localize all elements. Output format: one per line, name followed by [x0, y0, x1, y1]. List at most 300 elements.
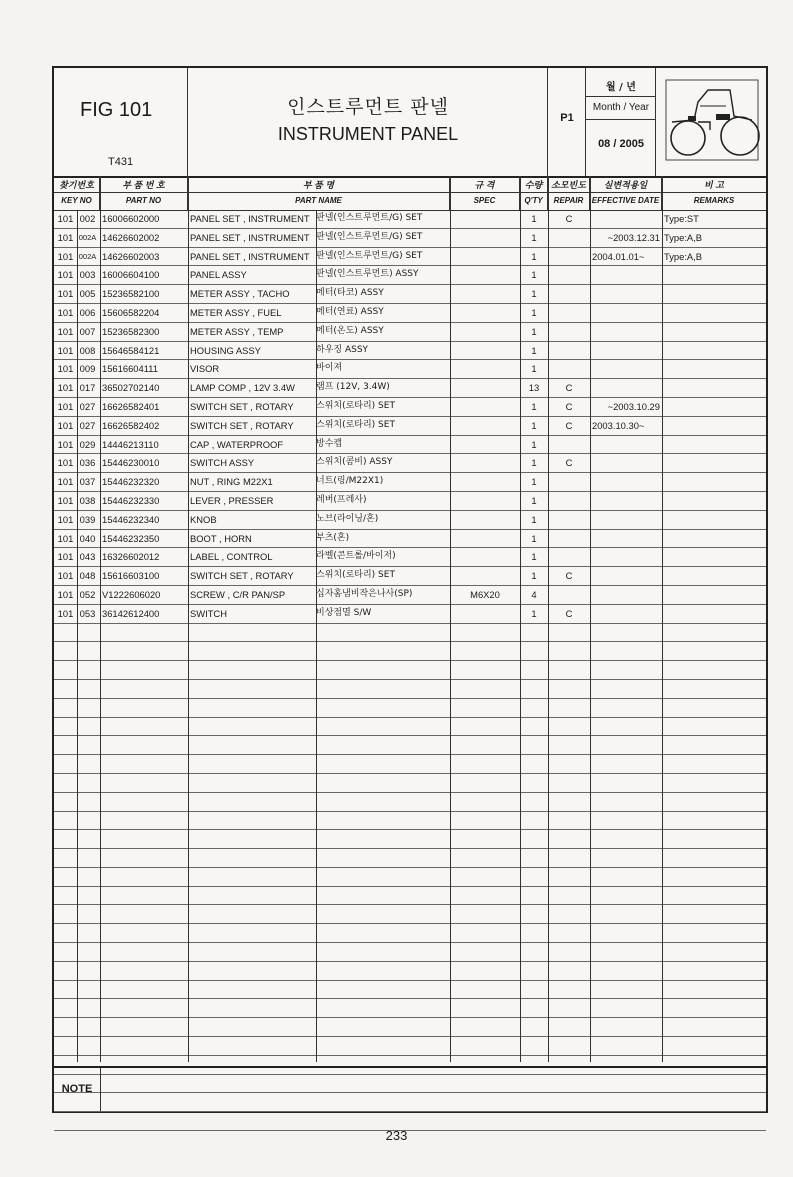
row-key-no: 008 [79, 344, 96, 356]
row-qty: 4 [531, 588, 537, 600]
row-key-no: 043 [79, 551, 96, 563]
page-number: 233 [385, 1128, 408, 1143]
row-repair: C [565, 400, 573, 412]
parts-sheet [52, 66, 768, 1113]
row-part-no: 36142612400 [102, 607, 160, 619]
row-part-name: LAMP COMP , 12V 3.4W [190, 382, 295, 394]
row-part-name: VISOR [190, 363, 220, 375]
row-part-no: V1222606020 [102, 588, 161, 600]
row-part-name-korean: 방수캡 [316, 438, 343, 449]
row-part-no: 15446232350 [102, 532, 160, 544]
row-qty: 1 [531, 344, 537, 356]
empty-table-row [54, 887, 766, 906]
row-fig: 101 [57, 400, 74, 412]
row-effective-date: 2004.01.01~ [592, 250, 645, 262]
row-spec [450, 473, 520, 491]
title-korean: 인스트루먼트 판넬 [287, 96, 449, 118]
row-repair [548, 229, 590, 247]
row-part-name-korean: 메터(온도) ASSY [316, 325, 384, 336]
row-key-no: 027 [79, 419, 96, 431]
row-repair: C [565, 570, 573, 582]
table-row [54, 436, 766, 455]
date-label-english: Month / Year [586, 96, 656, 120]
row-repair: C [565, 457, 573, 469]
table-row [54, 248, 766, 267]
col-remarks: 비 고 REMARKS [662, 176, 766, 210]
column-rule [520, 176, 521, 1062]
row-part-name-korean: 레버(프레사) [316, 494, 367, 505]
row-qty: 1 [531, 400, 537, 412]
row-part-name: PANEL ASSY [190, 269, 247, 281]
row-spec [450, 605, 520, 623]
row-qty: 1 [531, 457, 537, 469]
table-row [54, 285, 766, 304]
empty-table-row [54, 661, 766, 680]
row-remarks [662, 473, 766, 491]
row-repair [548, 285, 590, 303]
sheet-header [54, 68, 766, 178]
row-remarks [662, 398, 766, 416]
row-fig: 101 [57, 363, 74, 375]
row-key-no: 005 [79, 288, 96, 300]
row-fig: 101 [57, 438, 74, 450]
row-key-no: 048 [79, 570, 96, 582]
row-remarks [662, 417, 766, 435]
row-remarks [662, 285, 766, 303]
row-remarks [662, 454, 766, 472]
row-remarks [662, 323, 766, 341]
row-fig: 101 [57, 532, 74, 544]
row-effective-date: ~2003.12.31 [607, 231, 660, 243]
table-row [54, 379, 766, 398]
row-part-no: 36502702140 [102, 382, 160, 394]
empty-table-row [54, 774, 766, 793]
row-spec [450, 266, 520, 284]
empty-table-row [54, 981, 766, 1000]
row-fig: 101 [57, 419, 74, 431]
row-part-name: SWITCH SET , ROTARY [190, 570, 294, 582]
row-qty: 1 [531, 551, 537, 563]
row-spec [450, 567, 520, 585]
model-label: T431 [108, 156, 134, 168]
row-part-name-korean: 판넬(인스트루먼트) ASSY [316, 269, 419, 280]
row-effective-date: 2003.10.30~ [592, 419, 645, 431]
row-spec [450, 342, 520, 360]
row-part-name: PANEL SET , INSTRUMENT [190, 231, 310, 243]
empty-table-row [54, 1018, 766, 1037]
row-effective-date [590, 473, 662, 491]
row-effective-date [590, 511, 662, 529]
row-part-no: 15236582300 [102, 325, 160, 337]
row-fig: 101 [57, 476, 74, 488]
row-part-name: HOUSING ASSY [190, 344, 261, 356]
row-repair: C [565, 213, 573, 224]
row-effective-date [590, 530, 662, 548]
row-spec [450, 398, 520, 416]
row-part-no: 16326602012 [102, 551, 160, 563]
row-spec [450, 492, 520, 510]
column-rule [548, 176, 549, 1062]
parts-table-body [54, 210, 766, 1131]
row-part-name: METER ASSY , FUEL [190, 306, 282, 318]
row-remarks [662, 342, 766, 360]
empty-table-row [54, 812, 766, 831]
row-effective-date [590, 586, 662, 604]
col-key: 찾기번호 KEY NO [54, 176, 100, 210]
row-fig: 101 [57, 231, 74, 243]
row-key-no: 036 [79, 457, 96, 469]
row-key-no: 009 [79, 363, 96, 375]
empty-table-row [54, 830, 766, 849]
row-spec [450, 548, 520, 566]
column-rule [77, 210, 78, 1062]
row-remarks [662, 379, 766, 397]
table-row [54, 342, 766, 361]
row-fig: 101 [57, 250, 74, 262]
row-qty: 1 [531, 306, 537, 318]
row-effective-date [590, 342, 662, 360]
table-row [54, 473, 766, 492]
row-part-no: 15446230010 [102, 457, 160, 469]
row-part-name-korean: 라벨(콘트롤/바이저) [316, 551, 396, 562]
row-part-no: 15446232330 [102, 494, 160, 506]
table-row [54, 567, 766, 586]
empty-table-row [54, 680, 766, 699]
row-qty: 1 [531, 250, 537, 262]
column-rule [316, 210, 317, 1062]
row-qty: 1 [531, 532, 537, 544]
row-qty: 1 [531, 419, 537, 431]
row-part-no: 15446232320 [102, 476, 160, 488]
empty-table-row [54, 962, 766, 981]
row-repair: C [565, 419, 573, 431]
empty-table-row [54, 905, 766, 924]
row-spec [450, 323, 520, 341]
table-row [54, 454, 766, 473]
row-part-name: SWITCH SET , ROTARY [190, 400, 294, 412]
col-spec: 규 격 SPEC [450, 176, 520, 210]
row-fig: 101 [57, 269, 74, 281]
row-fig: 101 [57, 494, 74, 506]
row-effective-date [590, 454, 662, 472]
row-qty: 1 [531, 513, 537, 525]
row-part-name-korean: 판넬(인스트루먼트/G) SET [316, 250, 423, 261]
table-row [54, 229, 766, 248]
row-fig: 101 [57, 344, 74, 356]
row-effective-date [590, 548, 662, 566]
date-value: 08 / 2005 [598, 138, 644, 150]
table-row [54, 323, 766, 342]
empty-table-row [54, 849, 766, 868]
fig-cell [54, 68, 188, 176]
row-fig: 101 [57, 213, 74, 224]
row-key-no: 037 [79, 476, 96, 488]
note-label: NOTE [54, 1068, 101, 1111]
table-row [54, 398, 766, 417]
row-part-name: LABEL , CONTROL [190, 551, 273, 563]
table-row [54, 417, 766, 436]
row-repair [548, 436, 590, 454]
row-part-name-korean: 스위치(로타리) SET [316, 419, 395, 430]
row-fig: 101 [57, 382, 74, 394]
row-part-name-korean: 메터(연료) ASSY [316, 306, 384, 317]
row-qty: 1 [531, 363, 537, 375]
empty-table-row [54, 1037, 766, 1056]
row-part-no: 15616603100 [102, 570, 160, 582]
row-key-no: 002A [78, 232, 97, 242]
row-effective-date [590, 379, 662, 397]
row-part-name-korean: 메터(타코) ASSY [316, 288, 384, 299]
tractor-diagram-icon [664, 76, 760, 164]
empty-table-row [54, 736, 766, 755]
row-key-no: 038 [79, 494, 96, 506]
row-key-no: 017 [79, 382, 96, 394]
empty-table-row [54, 755, 766, 774]
row-key-no: 027 [79, 400, 96, 412]
row-fig: 101 [57, 570, 74, 582]
fig-label: FIG 101 [80, 99, 153, 121]
row-part-name: SWITCH [190, 607, 227, 619]
row-spec: M6X20 [470, 588, 500, 600]
empty-table-row [54, 999, 766, 1018]
row-key-no: 039 [79, 513, 96, 525]
table-row [54, 530, 766, 549]
row-qty: 13 [528, 382, 540, 394]
note-section [54, 1066, 766, 1111]
row-part-name: BOOT , HORN [190, 532, 252, 544]
row-fig: 101 [57, 288, 74, 300]
col-repair: 소모빈도 REPAIR [548, 176, 590, 210]
row-fig: 101 [57, 588, 74, 600]
column-rule [188, 176, 189, 1062]
row-effective-date [590, 360, 662, 378]
row-remarks [662, 586, 766, 604]
row-repair [548, 360, 590, 378]
row-part-name-korean: 노브(라이닝/혼) [316, 513, 379, 524]
row-remarks [662, 605, 766, 623]
row-part-name: SWITCH ASSY [190, 457, 255, 469]
table-row [54, 511, 766, 530]
row-remarks: Type:A,B [664, 231, 703, 243]
row-qty: 1 [531, 607, 537, 619]
row-repair [548, 511, 590, 529]
table-row [54, 605, 766, 624]
row-repair [548, 548, 590, 566]
row-part-name: NUT , RING M22X1 [190, 476, 273, 488]
col-effective-date: 실변적용일 EFFECTIVE DATE [590, 176, 662, 210]
row-part-name-korean: 스위치(로타리) SET [316, 570, 395, 581]
row-qty: 1 [531, 231, 537, 243]
row-part-name: PANEL SET , INSTRUMENT [190, 250, 310, 262]
row-part-no: 15446232340 [102, 513, 160, 525]
page-code-cell [548, 68, 586, 176]
row-fig: 101 [57, 306, 74, 318]
col-qty: 수량 Q'TY [520, 176, 548, 210]
row-part-no: 15616604111 [102, 363, 158, 375]
row-spec [450, 379, 520, 397]
row-repair [548, 530, 590, 548]
row-qty: 1 [531, 570, 537, 582]
row-part-name: LEVER , PRESSER [190, 494, 274, 506]
row-part-no: 14626602002 [102, 231, 160, 243]
row-qty: 1 [531, 438, 537, 450]
row-part-name-korean: 십자홈냄비작은나사(SP) [316, 588, 413, 599]
page-code: P1 [560, 112, 574, 124]
tractor-diagram-cell [656, 68, 766, 176]
row-remarks [662, 530, 766, 548]
row-part-name-korean: 스위치(콤비) ASSY [316, 457, 393, 468]
table-row [54, 210, 766, 229]
row-remarks [662, 304, 766, 322]
row-remarks [662, 548, 766, 566]
row-effective-date [590, 605, 662, 623]
row-repair [548, 323, 590, 341]
row-qty: 1 [531, 325, 537, 337]
row-repair: C [565, 382, 573, 394]
row-part-no: 14626602003 [102, 250, 160, 262]
row-part-name: SWITCH SET , ROTARY [190, 419, 294, 431]
row-part-name-korean: 하우징 ASSY [316, 344, 369, 355]
row-part-name-korean: 바이져 [316, 363, 343, 374]
row-part-name-korean: 비상점멸 S/W [316, 607, 372, 618]
row-key-no: 006 [79, 306, 96, 318]
row-spec [450, 210, 520, 228]
row-repair [548, 266, 590, 284]
row-part-no: 15646584121 [102, 344, 160, 356]
row-key-no: 002 [79, 213, 96, 224]
row-qty: 1 [531, 213, 537, 224]
row-effective-date [590, 567, 662, 585]
row-spec [450, 417, 520, 435]
row-remarks [662, 492, 766, 510]
row-repair [548, 248, 590, 266]
row-part-name-korean: 부츠(혼) [316, 532, 350, 543]
row-part-no: 16006602000 [102, 213, 160, 224]
row-remarks [662, 511, 766, 529]
row-repair [548, 473, 590, 491]
row-part-no: 15236582100 [102, 288, 160, 300]
empty-table-row [54, 924, 766, 943]
column-rule [662, 176, 663, 1062]
row-effective-date [590, 436, 662, 454]
row-fig: 101 [57, 551, 74, 563]
col-part-no: 부 품 번 호 PART NO [100, 176, 188, 210]
table-row [54, 586, 766, 605]
row-fig: 101 [57, 457, 74, 469]
empty-table-row [54, 868, 766, 887]
row-fig: 101 [57, 325, 74, 337]
row-part-name-korean: 램프 (12V, 3.4W) [316, 382, 390, 393]
row-part-name: PANEL SET , INSTRUMENT [190, 213, 310, 224]
row-part-name: KNOB [190, 513, 217, 525]
row-remarks: Type:A,B [664, 250, 703, 262]
table-row [54, 548, 766, 567]
row-effective-date [590, 304, 662, 322]
row-repair [548, 304, 590, 322]
date-cell [586, 68, 656, 176]
row-part-name: CAP , WATERPROOF [190, 438, 284, 450]
row-part-name-korean: 너트(링/M22X1) [316, 476, 384, 487]
row-spec [450, 511, 520, 529]
row-spec [450, 436, 520, 454]
row-remarks [662, 360, 766, 378]
empty-table-row [54, 699, 766, 718]
row-remarks [662, 567, 766, 585]
row-key-no: 007 [79, 325, 96, 337]
row-part-name-korean: 스위치(로타리) SET [316, 400, 395, 411]
empty-table-row [54, 624, 766, 643]
date-label-korean: 월 / 년 [606, 82, 636, 93]
row-effective-date [590, 266, 662, 284]
table-row [54, 492, 766, 511]
row-qty: 1 [531, 494, 537, 506]
title-english: INSTRUMENT PANEL [277, 124, 459, 144]
row-spec [450, 229, 520, 247]
empty-table-row [54, 793, 766, 812]
table-row [54, 266, 766, 285]
row-qty: 1 [531, 476, 537, 488]
row-spec [450, 360, 520, 378]
row-effective-date: ~2003.10.29 [607, 400, 660, 412]
row-repair [548, 586, 590, 604]
row-key-no: 029 [79, 438, 96, 450]
row-effective-date [590, 285, 662, 303]
row-part-no: 15606582204 [102, 306, 160, 318]
row-spec [450, 285, 520, 303]
row-part-no: 16626582401 [102, 400, 160, 412]
row-qty: 1 [531, 288, 537, 300]
row-key-no: 040 [79, 532, 96, 544]
row-repair [548, 492, 590, 510]
row-spec [450, 248, 520, 266]
column-rule [450, 176, 451, 1062]
row-key-no: 053 [79, 607, 96, 619]
title-cell [188, 68, 548, 176]
row-spec [450, 304, 520, 322]
row-part-no: 16006604100 [102, 269, 160, 281]
row-key-no: 002A [78, 251, 97, 261]
column-rule [590, 176, 591, 1062]
table-row [54, 360, 766, 379]
row-part-name-korean: 판넬(인스트루먼트/G) SET [316, 231, 423, 242]
table-row [54, 304, 766, 323]
empty-table-row [54, 642, 766, 661]
row-part-no: 14446213110 [102, 438, 159, 450]
row-remarks [662, 436, 766, 454]
row-qty: 1 [531, 269, 537, 281]
row-effective-date [590, 323, 662, 341]
row-part-name: METER ASSY , TEMP [190, 325, 284, 337]
row-part-name: METER ASSY , TACHO [190, 288, 290, 300]
row-part-name: SCREW , C/R PAN/SP [190, 588, 286, 600]
row-part-name-korean: 판넬(인스트루먼트/G) SET [316, 213, 423, 223]
column-headers [54, 176, 766, 211]
row-repair [548, 342, 590, 360]
row-remarks [662, 266, 766, 284]
column-rule [100, 176, 101, 1062]
row-repair: C [565, 607, 573, 619]
col-part-name: 부 품 명 PART NAME [188, 176, 450, 210]
row-remarks: Type:ST [664, 213, 699, 224]
row-spec [450, 454, 520, 472]
row-fig: 101 [57, 607, 74, 619]
row-spec [450, 530, 520, 548]
empty-table-row [54, 943, 766, 962]
empty-table-row [54, 718, 766, 737]
row-effective-date [590, 210, 662, 228]
row-fig: 101 [57, 513, 74, 525]
row-key-no: 052 [79, 588, 96, 600]
